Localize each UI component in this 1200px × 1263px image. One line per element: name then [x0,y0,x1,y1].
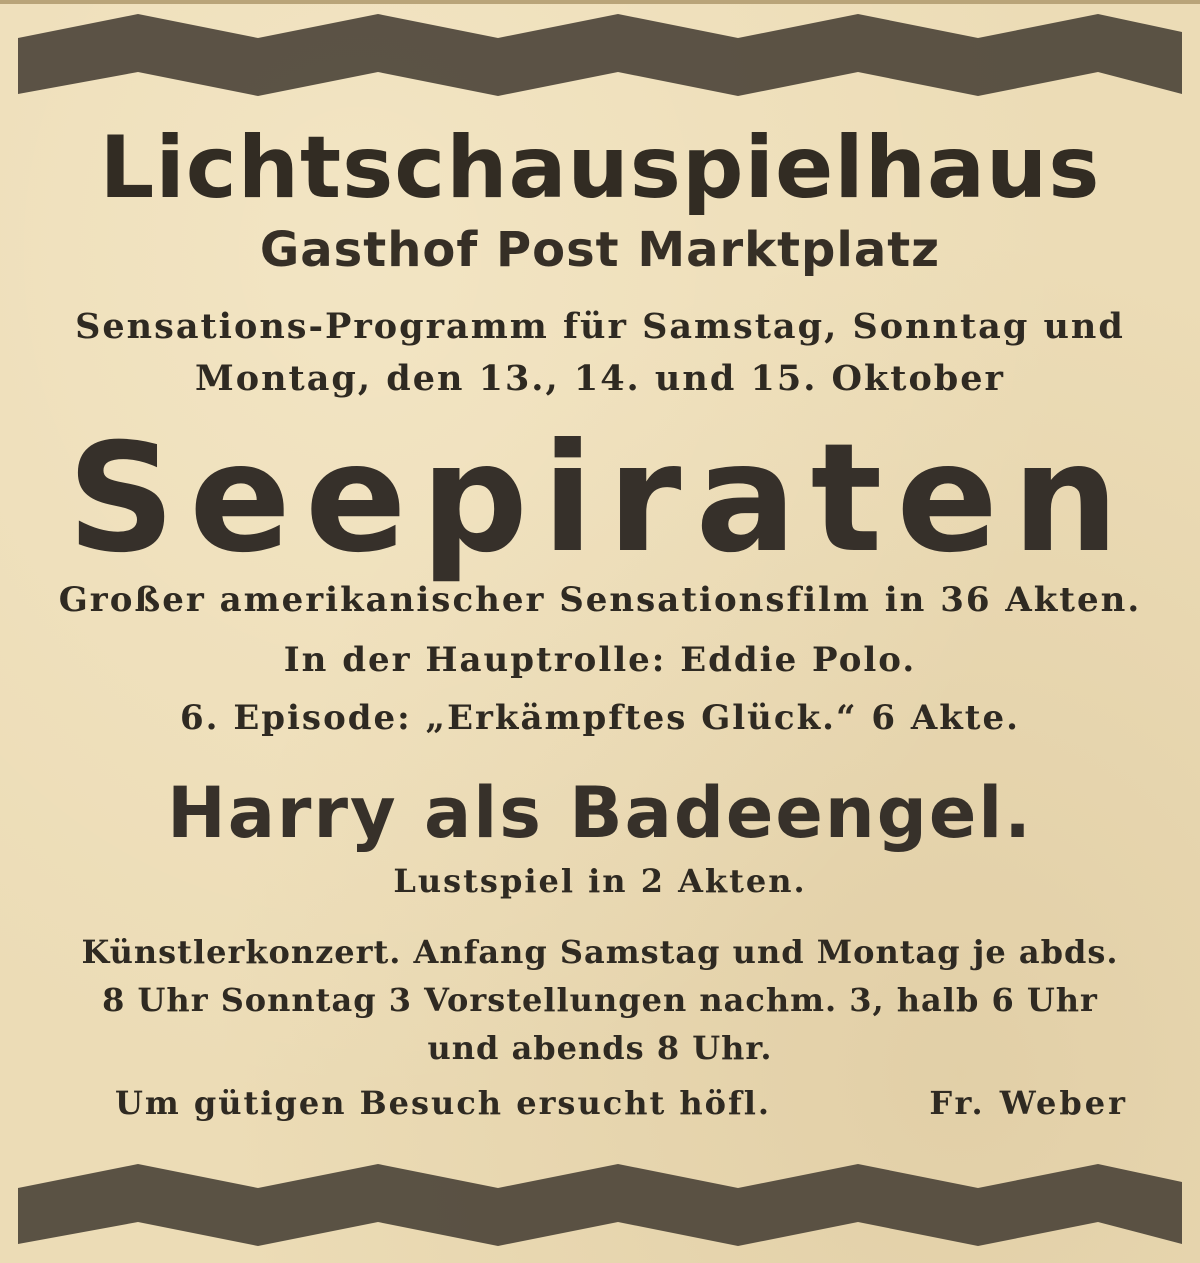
bottom-zigzag-ornament [18,1160,1182,1252]
schedule-line: Künstlerkonzert. Anfang Samstag und Montag je abds. [81,933,1119,971]
program-line: Sensations-Programm für Samstag, Sonntag und [75,306,1125,347]
feature-title: Seepiraten [67,412,1133,586]
venue-line: Gasthof Post Marktplatz [259,222,941,278]
schedule-line: 8 Uhr Sonntag 3 Vorstellungen nachm. 3, halb 6 Uhr [102,981,1098,1019]
closing-remark: Um gütigen Besuch ersucht höfl. [115,1084,772,1122]
schedule-line: und abends 8 Uhr. [427,1029,773,1067]
second-film-title: Harry als Badeengel. [167,772,1033,854]
schedule-block [0,928,1200,1072]
second-film-description: Lustspiel in 2 Akten. [393,862,807,900]
top-zigzag-ornament [18,10,1182,102]
feature-episode: 6. Episode: „Erkämpftes Glück.“ 6 Akte. [180,698,1020,738]
theater-name: Lichtschauspielhaus [99,118,1101,218]
dates-line: Montag, den 13., 14. und 15. Oktober [195,358,1005,399]
feature-lead-actor: In der Hauptrolle: Eddie Polo. [283,640,917,680]
signature: Fr. Weber [929,1084,1128,1122]
top-column-rule [0,0,1200,4]
footer-row [0,1084,1200,1132]
feature-description: Großer amerikanischer Sensationsfilm in 36 Akten. [58,580,1142,620]
